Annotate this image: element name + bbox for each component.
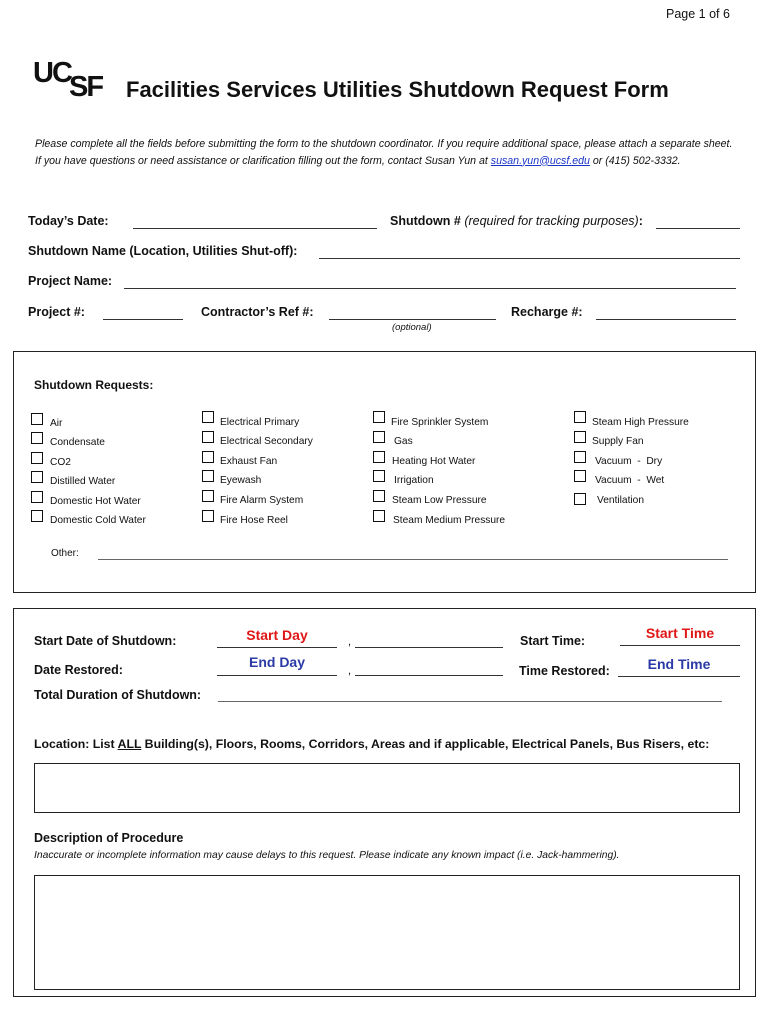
project-number-field[interactable] [103, 319, 183, 320]
location-textarea[interactable] [34, 763, 740, 813]
checkbox-eyewash[interactable] [202, 470, 214, 482]
comma: , [348, 636, 352, 648]
start-date-label: Start Date of Shutdown: [34, 634, 177, 648]
option-label: Fire Hose Reel [220, 515, 288, 526]
shutdown-requests-box [13, 351, 756, 593]
shutdown-number-text: Shutdown # [390, 214, 461, 228]
checkbox-irrigation[interactable] [373, 470, 385, 482]
checkbox-electrical-primary[interactable] [202, 411, 214, 423]
checkbox-electrical-secondary[interactable] [202, 431, 214, 443]
email-link[interactable]: susan.yun@ucsf.edu [490, 154, 590, 167]
option-label: Fire Sprinkler System [391, 417, 489, 428]
comma: , [348, 665, 352, 677]
start-year-field[interactable] [355, 647, 503, 648]
checkbox-fire-hose-reel[interactable] [202, 510, 214, 522]
option-label: Irrigation [394, 475, 434, 486]
end-day-value[interactable]: End Day [248, 654, 305, 670]
contractor-ref-label: Contractor’s Ref #: [201, 305, 314, 319]
end-time-line [618, 676, 740, 677]
checkbox-domestic-cold-water[interactable] [31, 510, 43, 522]
checkbox-gas[interactable] [373, 431, 385, 443]
option-label: Distilled Water [50, 476, 116, 487]
checkbox-air[interactable] [31, 413, 43, 425]
option-label: Electrical Primary [220, 417, 300, 428]
procedure-textarea[interactable] [34, 875, 740, 990]
start-day-line [217, 647, 337, 648]
checkbox-heating-hot-water[interactable] [373, 451, 385, 463]
checkbox-vacuum-wet[interactable] [574, 470, 586, 482]
option-label: CO2 [50, 457, 71, 468]
todays-date-field[interactable] [133, 228, 377, 229]
other-field[interactable] [98, 559, 728, 560]
location-label-all: ALL [117, 737, 142, 751]
project-number-label: Project #: [28, 305, 85, 319]
option-label: Ventilation [597, 495, 645, 506]
procedure-note: Inaccurate or incomplete information may cause delays to this request. Please indicate any known impact (i.e. Jack-hammering). [34, 850, 620, 861]
checkbox-fire-alarm-system[interactable] [202, 490, 214, 502]
shutdown-name-label: Shutdown Name (Location, Utilities Shut-off): [28, 244, 298, 258]
total-duration-field[interactable] [218, 701, 722, 702]
checkbox-steam-medium-pressure[interactable] [373, 510, 385, 522]
logo-uc: UC [33, 57, 71, 89]
option-label: Fire Alarm System [220, 495, 304, 506]
option-label: Electrical Secondary [220, 436, 313, 447]
option-label: Vacuum - Wet [595, 475, 665, 486]
contractor-ref-field[interactable] [329, 319, 496, 320]
project-name-label: Project Name: [28, 274, 113, 288]
option-label: Exhaust Fan [220, 456, 278, 467]
checkbox-condensate[interactable] [31, 432, 43, 444]
shutdown-name-field[interactable] [319, 258, 740, 259]
start-time-label: Start Time: [520, 634, 586, 648]
recharge-label: Recharge #: [511, 305, 583, 319]
option-label: Eyewash [220, 475, 262, 486]
option-label: Domestic Cold Water [50, 515, 146, 526]
schedule-box [13, 608, 756, 997]
checkbox-vacuum-dry[interactable] [574, 451, 586, 463]
shutdown-number-field[interactable] [656, 228, 740, 229]
checkbox-fire-sprinkler-system[interactable] [373, 411, 385, 423]
start-time-line [620, 645, 740, 646]
option-label: Steam Low Pressure [392, 495, 487, 506]
location-label-pre: Location: List [34, 737, 118, 751]
todays-date-label: Today’s Date: [28, 214, 109, 228]
option-label: Heating Hot Water [392, 456, 476, 467]
other-label: Other: [51, 548, 79, 559]
checkbox-distilled-water[interactable] [31, 471, 43, 483]
shutdown-requests-heading: Shutdown Requests: [34, 378, 154, 392]
location-label-post: Building(s), Floors, Rooms, Corridors, Areas and if applicable, Electrical Panels, Bus Risers, etc: [141, 737, 710, 751]
page-number: Page 1 of 6 [666, 7, 730, 21]
shutdown-number-note: (required for tracking purposes) [464, 214, 639, 228]
start-time-value[interactable]: Start Time [645, 625, 715, 641]
option-label: Air [50, 418, 63, 429]
time-restored-label: Time Restored: [519, 664, 610, 678]
checkbox-steam-high-pressure[interactable] [574, 411, 586, 423]
logo-sf: SF [69, 71, 103, 103]
location-label [34, 737, 709, 751]
total-duration-label: Total Duration of Shutdown: [34, 688, 202, 702]
checkbox-ventilation[interactable] [574, 493, 586, 505]
option-label: Supply Fan [592, 436, 644, 447]
checkbox-co2[interactable] [31, 452, 43, 464]
end-time-value[interactable]: End Time [647, 656, 711, 672]
checkbox-domestic-hot-water[interactable] [31, 491, 43, 503]
recharge-field[interactable] [596, 319, 736, 320]
option-label: Steam Medium Pressure [393, 515, 506, 526]
option-label: Domestic Hot Water [50, 496, 141, 507]
end-year-field[interactable] [355, 675, 503, 676]
checkbox-supply-fan[interactable] [574, 431, 586, 443]
checkbox-exhaust-fan[interactable] [202, 451, 214, 463]
project-name-field[interactable] [124, 288, 736, 289]
shutdown-number-colon: : [638, 214, 643, 228]
option-label: Condensate [50, 437, 105, 448]
start-day-value[interactable]: Start Day [246, 627, 308, 643]
date-restored-label: Date Restored: [34, 663, 123, 677]
procedure-label: Description of Procedure [34, 831, 184, 845]
page-title: Facilities Services Utilities Shutdown Request Form [126, 77, 669, 102]
option-label: Gas [394, 436, 413, 447]
option-label: Steam High Pressure [592, 417, 689, 428]
option-label: Vacuum - Dry [595, 456, 663, 467]
intro-text [35, 136, 735, 169]
optional-note: (optional) [392, 322, 432, 333]
intro-text-1: Please complete all the fields before submitting the form to the shutdown coordinator. If you require additional space, please attach a separate sheet. If you have questions or need assistance or clarification filling out the form, contact Susan Yun at [35, 138, 733, 167]
checkbox-steam-low-pressure[interactable] [373, 490, 385, 502]
shutdown-number-label [390, 214, 643, 228]
intro-text-2: or (415) 502-3332. [589, 154, 681, 167]
end-day-line [217, 675, 337, 676]
